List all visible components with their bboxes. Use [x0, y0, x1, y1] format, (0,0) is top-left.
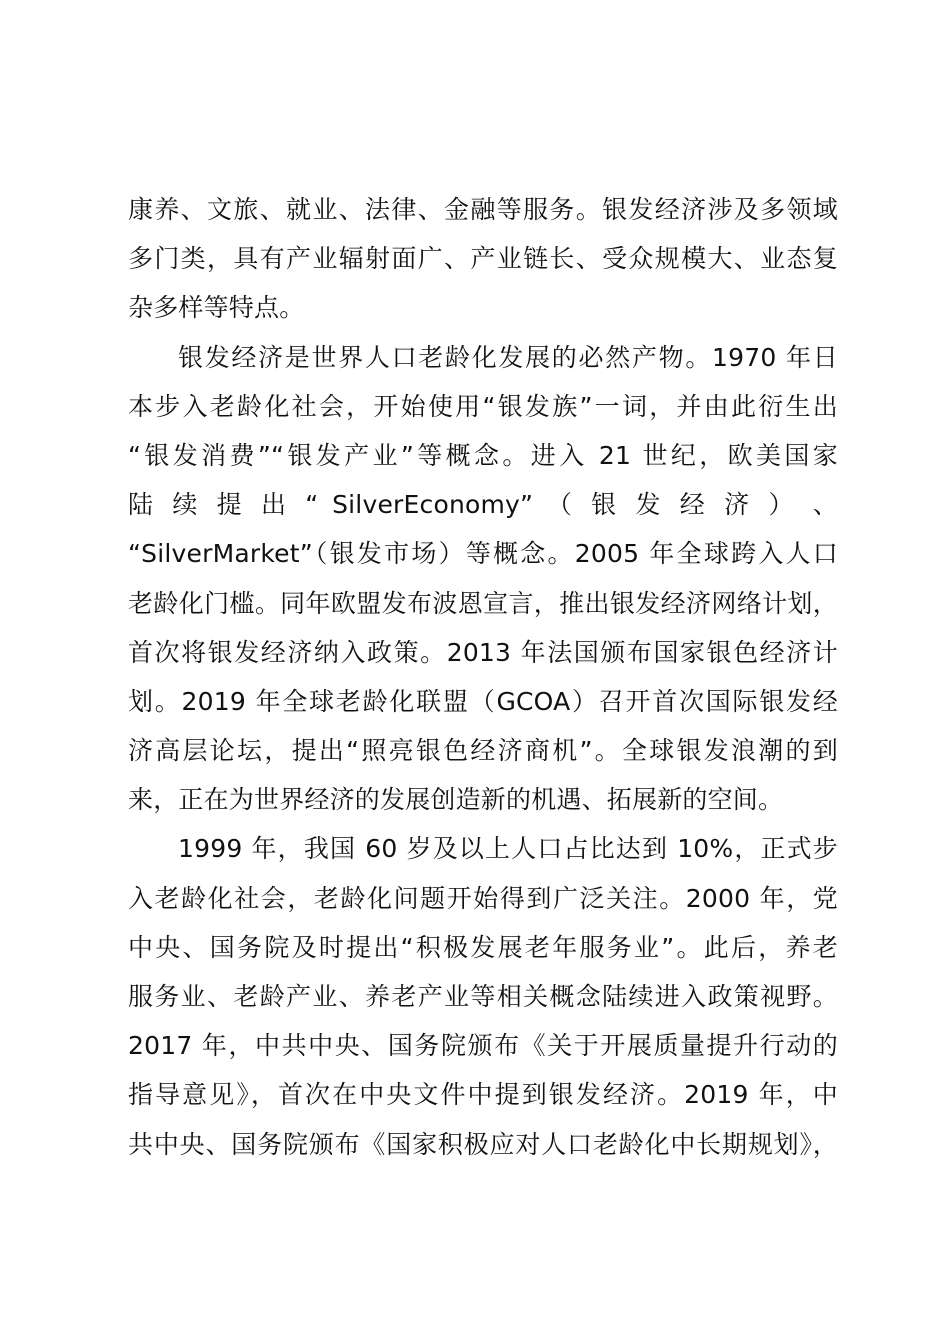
body-text	[128, 185, 838, 1169]
text-line: 本步入老龄化社会，开始使用“银发族”一词，并由此衍生出	[128, 391, 838, 421]
text-line: “银发消费”“银发产业”等概念。进入 21 世纪，欧美国家	[128, 440, 838, 470]
text-line: 入老龄化社会，老龄化问题开始得到广泛关注。2000 年，党	[128, 883, 838, 913]
text-line: 陆 续 提 出 “ SilverEconomy” （ 银 发 经 济 ） 、	[128, 490, 838, 520]
text-line: 1999 年，我国 60 岁及以上人口占比达到 10%，正式步	[178, 834, 838, 864]
paragraph-china-history	[128, 824, 838, 1168]
text-line: “SilverMarket”（银发市场）等概念。2005 年全球跨入人口	[128, 539, 838, 569]
text-line: 济高层论坛，提出“照亮银色经济商机”。全球银发浪潮的到	[128, 736, 838, 766]
text-line: 共中央、国务院颁布《国家积极应对人口老龄化中长期规划》，	[128, 1129, 838, 1159]
paragraph-services	[128, 185, 838, 333]
text-line: 划。2019 年全球老龄化联盟（GCOA）召开首次国际银发经	[128, 686, 838, 716]
text-line: 康养、文旅、就业、法律、金融等服务。银发经济涉及多领域	[128, 195, 838, 224]
text-line: 银发经济是世界人口老龄化发展的必然产物。1970 年日	[178, 342, 838, 372]
text-line: 来，正在为世界经济的发展创造新的机遇、拓展新的空间。	[128, 785, 784, 815]
text-line: 多门类，具有产业辐射面广、产业链长、受众规模大、业态复	[128, 244, 838, 274]
text-line: 老龄化门槛。同年欧盟发布波恩宣言，推出银发经济网络计划，	[128, 588, 838, 618]
text-line: 首次将银发经济纳入政策。2013 年法国颁布国家银色经济计	[128, 637, 838, 667]
text-line: 服务业、老龄产业、养老产业等相关概念陆续进入政策视野。	[128, 982, 838, 1011]
text-line: 2017 年，中共中央、国务院颁布《关于开展质量提升行动的	[128, 1031, 838, 1061]
text-line: 中央、国务院及时提出“积极发展老年服务业”。此后，养老	[128, 932, 838, 962]
text-line: 杂多样等特点。	[128, 293, 305, 323]
text-line: 指导意见》，首次在中央文件中提到银发经济。2019 年，中	[128, 1080, 838, 1110]
paragraph-global-history	[128, 333, 838, 825]
